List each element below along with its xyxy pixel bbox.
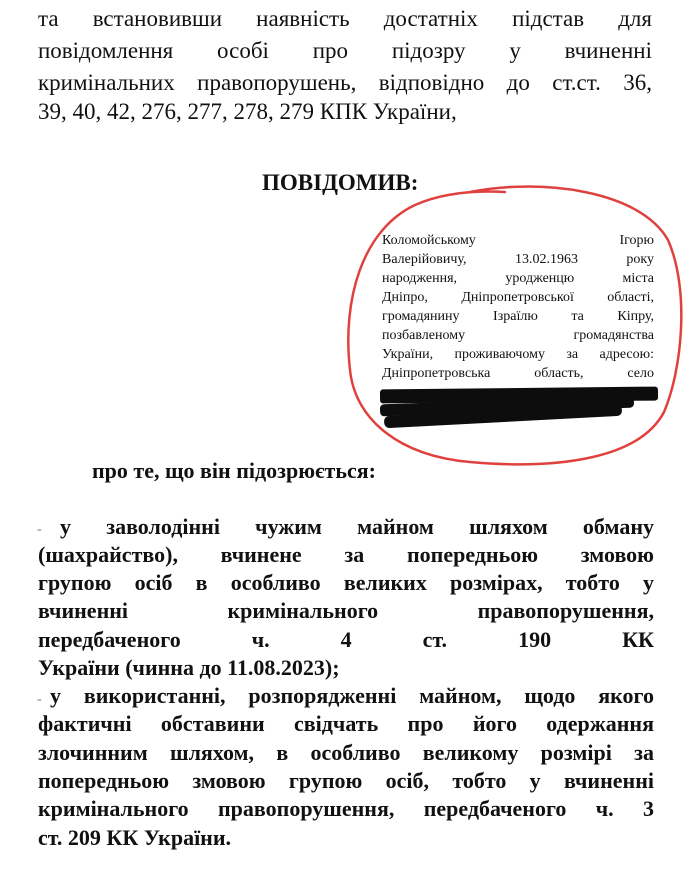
accusation-1-line-6: України (чинна до 11.08.2023);	[38, 655, 340, 680]
accusation-2-line-2: фактичні обставини свідчать про його одержання	[38, 711, 654, 736]
intro-line-3: кримінальних правопорушень, відповідно до ст.ст. 36,	[38, 70, 652, 95]
document-heading: ПОВІДОМИВ:	[262, 170, 419, 195]
addressee-line-4: Дніпро, Дніпропетровської області,	[382, 290, 654, 305]
intro-line-4: 39, 40, 42, 276, 277, 278, 279 КПК України,	[38, 99, 457, 124]
accusation-2-line-3: злочинним шляхом, в особливо великому розмірі за	[38, 740, 654, 765]
addressee-line-2: Валерійовичу, 13.02.1963 року	[382, 252, 654, 267]
accusation-1-line-2: (шахрайство), вчинене за попередньою змовою	[38, 542, 654, 567]
accusation-2-line-5: кримінального правопорушення, передбаченого ч. 3	[38, 796, 654, 821]
accusation-2-line-6: ст. 209 КК України.	[38, 825, 232, 850]
list-dash-2: -	[37, 692, 42, 707]
list-dash-1: -	[37, 522, 42, 537]
accusation-2-line-4: попередньою змовою групою осіб, тобто у вчиненні	[38, 768, 654, 793]
suspicion-intro: про те, що він підозрюється:	[92, 458, 376, 483]
accusation-1-line-5: передбаченого ч. 4 ст. 190 КК	[38, 627, 654, 652]
accusation-1-line-3: групою осіб в особливо великих розмірах, тобто у	[38, 570, 654, 595]
accusation-1-line-4: вчиненні кримінального правопорушення,	[38, 598, 654, 623]
intro-line-2: повідомлення особі про підозру у вчиненні	[38, 38, 652, 63]
addressee-line-3: народження, уродженцю міста	[382, 271, 654, 286]
addressee-line-8: Дніпропетровська область, село	[382, 366, 654, 381]
accusation-1-line-1: у заволодінні чужим майном шляхом обману	[60, 514, 654, 539]
addressee-line-7: України, проживаючому за адресою:	[382, 347, 654, 362]
intro-line-1: та встановивши наявність достатніх підстав для	[38, 6, 652, 31]
addressee-line-6: позбавленому громадянства	[382, 328, 654, 343]
accusation-2-line-1: у використанні, розпорядженні майном, щодо якого	[50, 683, 654, 708]
addressee-line-5: громадянину Ізраїлю та Кіпру,	[382, 309, 654, 324]
addressee-line-1: Коломойському Ігорю	[382, 233, 654, 248]
